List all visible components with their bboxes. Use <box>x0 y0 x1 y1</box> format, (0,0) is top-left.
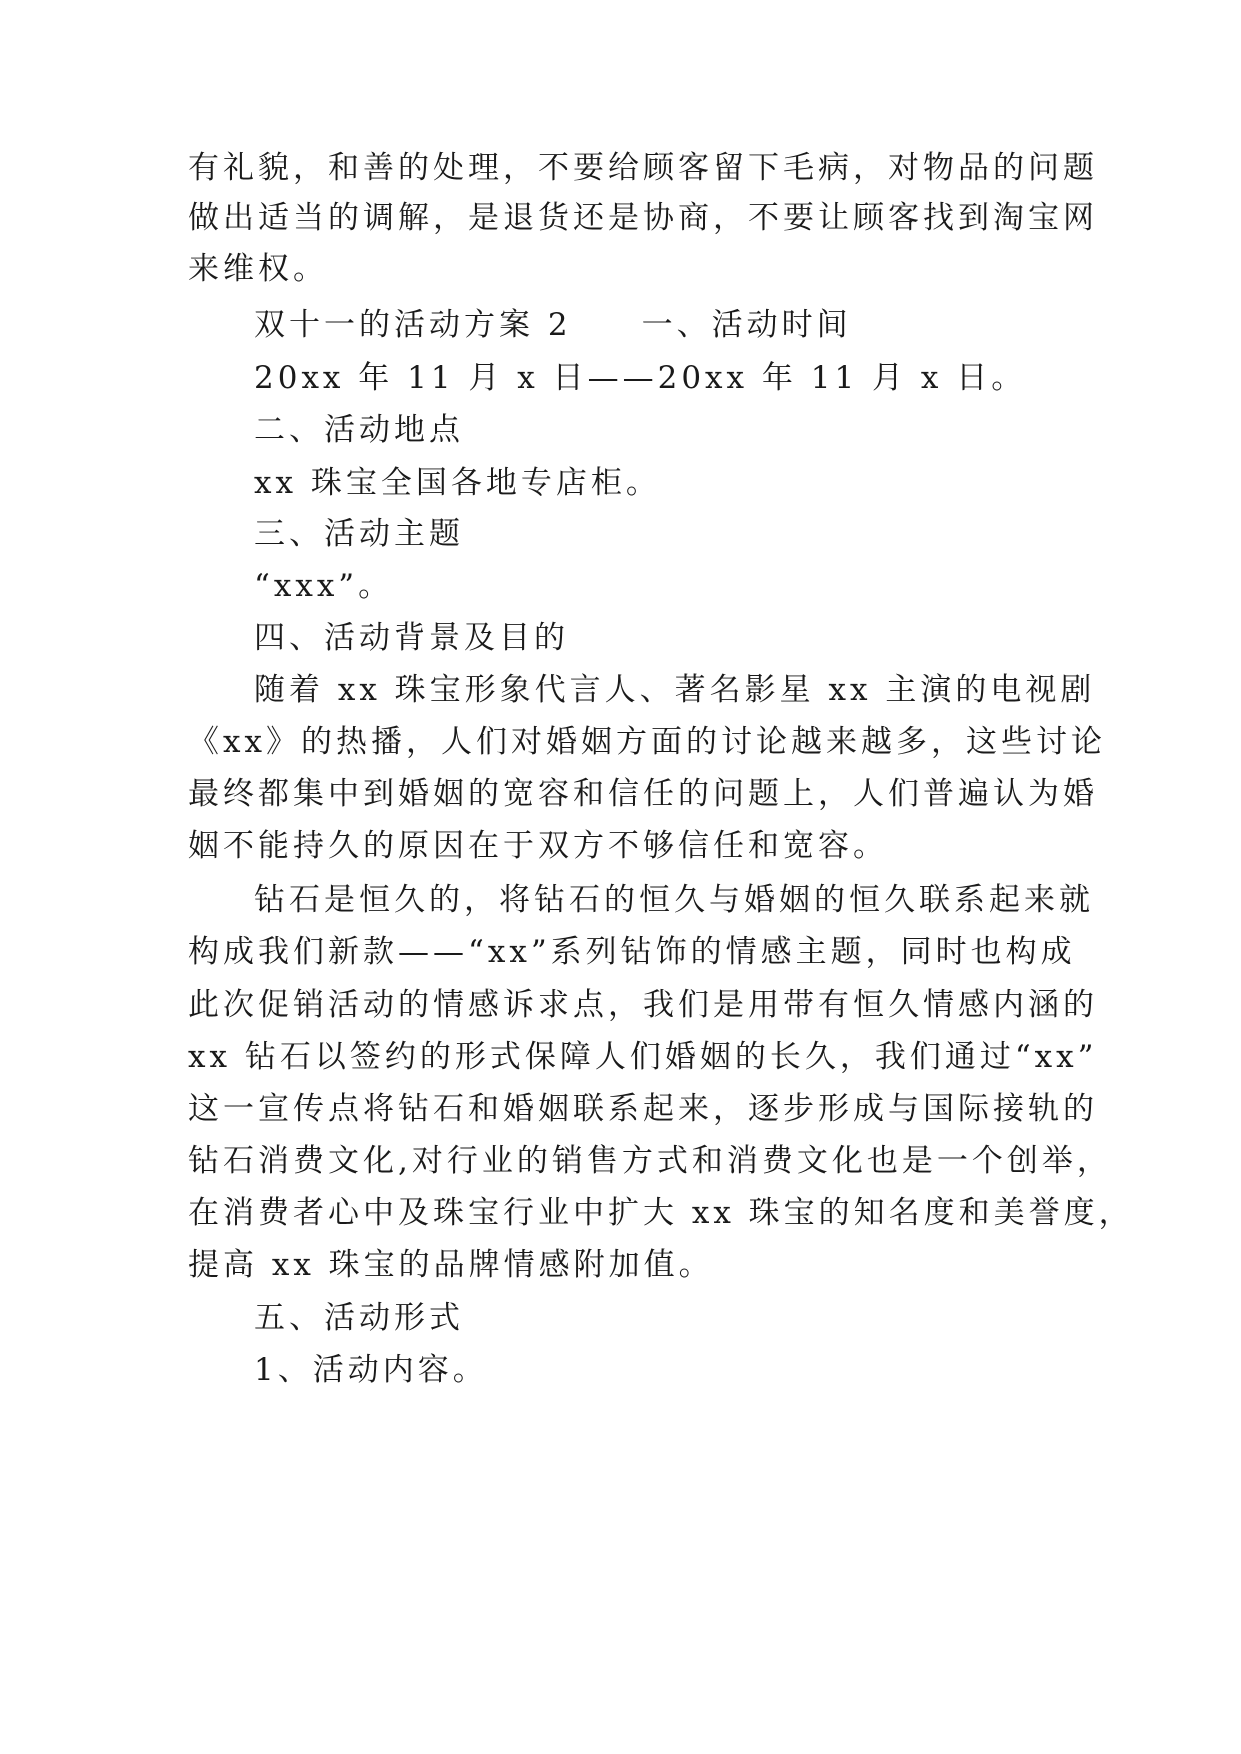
paragraph-line: xx 钻石以签约的形式保障人们婚姻的长久，我们通过“xx” <box>188 1039 1098 1075</box>
activity-content-heading: 1、活动内容。 <box>254 1352 488 1388</box>
plan-title: 双十一的活动方案 2 <box>254 307 572 343</box>
paragraph-line: 此次促销活动的情感诉求点，我们是用带有恒久情感内涵的 <box>188 987 1098 1023</box>
section-two-heading: 二、活动地点 <box>254 412 464 448</box>
activity-theme-value: “xxx”。 <box>254 568 394 604</box>
body-line-3: 来维权。 <box>188 251 328 287</box>
section-four-heading: 四、活动背景及目的 <box>254 620 569 656</box>
paragraph-line: 在消费者心中及珠宝行业中扩大 xx 珠宝的知名度和美誉度， <box>188 1195 1134 1231</box>
body-line-1: 有礼貌，和善的处理，不要给顾客留下毛病，对物品的问题 <box>188 150 1098 186</box>
paragraph-line: 钻石是恒久的，将钻石的恒久与婚姻的恒久联系起来就 <box>254 882 1094 918</box>
paragraph-line: 《xx》的热播，人们对婚姻方面的讨论越来越多，这些讨论 <box>188 724 1106 760</box>
paragraph-line: 姻不能持久的原因在于双方不够信任和宽容。 <box>188 828 888 864</box>
paragraph-line: 这一宣传点将钻石和婚姻联系起来，逐步形成与国际接轨的 <box>188 1091 1098 1127</box>
paragraph-line: 最终都集中到婚姻的宽容和信任的问题上，人们普遍认为婚 <box>188 776 1098 812</box>
activity-location-value: xx 珠宝全国各地专店柜。 <box>254 465 661 501</box>
section-one-heading: 一、活动时间 <box>641 307 852 343</box>
paragraph-line: 构成我们新款——“xx”系列钻饰的情感主题，同时也构成 <box>188 934 1076 970</box>
paragraph-line: 提高 xx 珠宝的品牌情感附加值。 <box>188 1247 714 1283</box>
activity-time-value: 20xx 年 11 月 x 日——20xx 年 11 月 x 日。 <box>254 360 1027 396</box>
section-five-heading: 五、活动形式 <box>254 1300 464 1336</box>
section-three-heading: 三、活动主题 <box>254 516 464 552</box>
plan-heading-row <box>254 305 852 345</box>
paragraph-line: 钻石消费文化,对行业的销售方式和消费文化也是一个创举， <box>188 1143 1112 1179</box>
paragraph-line: 随着 xx 珠宝形象代言人、著名影星 xx 主演的电视剧 <box>254 672 1096 708</box>
body-line-2: 做出适当的调解，是退货还是协商，不要让顾客找到淘宝网 <box>188 200 1098 236</box>
